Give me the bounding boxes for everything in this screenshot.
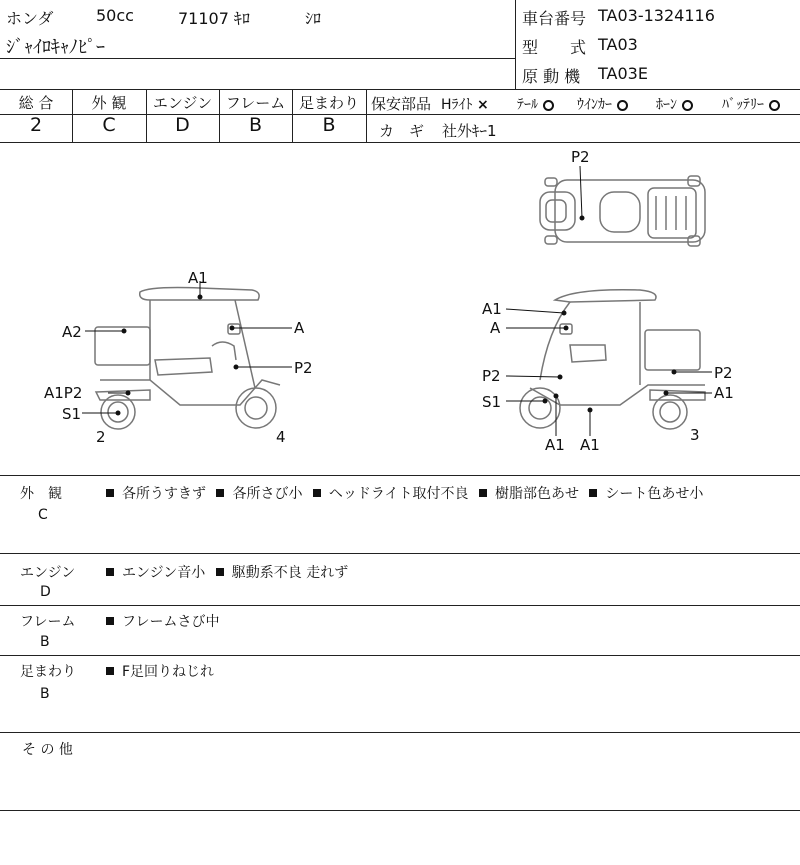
- label-left-p2: P2: [294, 359, 313, 377]
- model-name: ｼﾞｬｲﾛｷｬﾉﾋﾟｰ: [6, 37, 105, 58]
- label-left-a: A: [294, 319, 305, 337]
- circle-mark-icon: [617, 100, 628, 111]
- maker: ホンダ: [6, 9, 54, 28]
- key-label: カ ギ: [379, 122, 425, 140]
- chassis-value: TA03-1324116: [598, 6, 715, 25]
- bullet-square-icon: [313, 489, 321, 497]
- key-value: 社外ｷｰ1: [442, 122, 497, 140]
- label-left-a2: A2: [62, 323, 82, 341]
- header-divider: [0, 58, 515, 59]
- label-top-p2: P2: [571, 148, 590, 166]
- type-label: 型 式: [522, 38, 587, 57]
- label-left-a1: A1: [188, 269, 208, 287]
- remark-other-category: そ の 他: [22, 742, 73, 758]
- safety-item-tail: ﾃｰﾙ: [517, 94, 554, 114]
- top-view-vehicle: [540, 176, 705, 246]
- remark-engine-category: エンジン: [20, 565, 76, 581]
- engine-label: 原 動 機: [522, 67, 581, 86]
- safety-item-battery: ﾊﾞｯﾃﾘｰ: [722, 94, 780, 114]
- grade-header-total: 総 合: [18, 94, 54, 112]
- right-side-vehicle: [520, 290, 705, 429]
- remark-frame-category: フレーム: [20, 614, 76, 630]
- label-left-wheel-4: 4: [276, 428, 286, 446]
- bullet-square-icon: [106, 667, 114, 675]
- remark-engine-items: エンジン音小 駆動系不良 走れず: [106, 562, 348, 582]
- headlight-mark: ×: [476, 97, 489, 113]
- safety-item-headlight: Hﾗｲﾄ ×: [441, 97, 489, 113]
- circle-mark-icon: [682, 100, 693, 111]
- vehicle-diagram: [0, 143, 800, 475]
- safety-label: 保安部品: [371, 95, 432, 113]
- remark-suspension-grade: B: [40, 686, 50, 702]
- label-right-s1: S1: [482, 393, 502, 411]
- bullet-square-icon: [216, 489, 224, 497]
- circle-mark-icon: [543, 100, 554, 111]
- remark-engine-grade: D: [40, 584, 51, 600]
- grade-frame: B: [248, 114, 263, 136]
- bullet-square-icon: [106, 568, 114, 576]
- label-right-a1-rear: A1: [714, 384, 734, 402]
- engine-value: TA03E: [598, 64, 648, 83]
- bullet-square-icon: [106, 617, 114, 625]
- label-left-a1p2: A1P2: [44, 384, 83, 402]
- remark-suspension-category: 足まわり: [20, 664, 76, 680]
- label-right-a1: A1: [482, 300, 502, 318]
- grade-header-frame: フレーム: [225, 94, 286, 112]
- chassis-label: 車台番号: [522, 9, 587, 28]
- remark-frame-items: フレームさび中: [106, 611, 219, 631]
- label-right-a: A: [490, 319, 501, 337]
- label-right-a1-bottom-2: A1: [580, 436, 600, 454]
- remark-suspension-items: F足回りねじれ: [106, 661, 214, 681]
- grade-header-suspension: 足まわり: [298, 94, 359, 112]
- body-color: ｼﾛ: [305, 9, 322, 28]
- left-side-vehicle: [95, 288, 280, 430]
- mileage: 71107 ｷﾛ: [178, 9, 250, 28]
- label-right-p2-rear: P2: [714, 364, 733, 382]
- bullet-square-icon: [589, 489, 597, 497]
- bullet-square-icon: [106, 489, 114, 497]
- label-left-wheel-2: 2: [96, 428, 106, 446]
- remark-frame-grade: B: [40, 634, 50, 650]
- grade-exterior: C: [102, 114, 116, 136]
- safety-item-winker: ｳｲﾝｶｰ: [577, 94, 628, 114]
- type-value: TA03: [598, 35, 638, 54]
- grade-header-exterior: 外 観: [91, 94, 127, 112]
- remark-exterior-grade: C: [38, 507, 48, 523]
- displacement: 50cc: [96, 6, 134, 25]
- remark-exterior-category: 外 観: [20, 486, 62, 502]
- grade-header-engine: エンジン: [152, 94, 213, 112]
- label-right-wheel-3: 3: [690, 426, 700, 444]
- grade-engine: D: [175, 114, 190, 136]
- grade-total: 2: [29, 114, 43, 136]
- grade-suspension: B: [322, 114, 336, 136]
- remark-exterior-items: 各所うすきず 各所さび小 ヘッドライト取付不良 樹脂部色あせ シート色あせ小: [106, 483, 703, 503]
- label-left-s1: S1: [62, 405, 82, 423]
- label-right-a1-bottom: A1: [545, 436, 565, 454]
- safety-item-horn: ﾎｰﾝ: [656, 94, 693, 114]
- bullet-square-icon: [216, 568, 224, 576]
- circle-mark-icon: [769, 100, 780, 111]
- bullet-square-icon: [479, 489, 487, 497]
- label-right-p2: P2: [482, 367, 501, 385]
